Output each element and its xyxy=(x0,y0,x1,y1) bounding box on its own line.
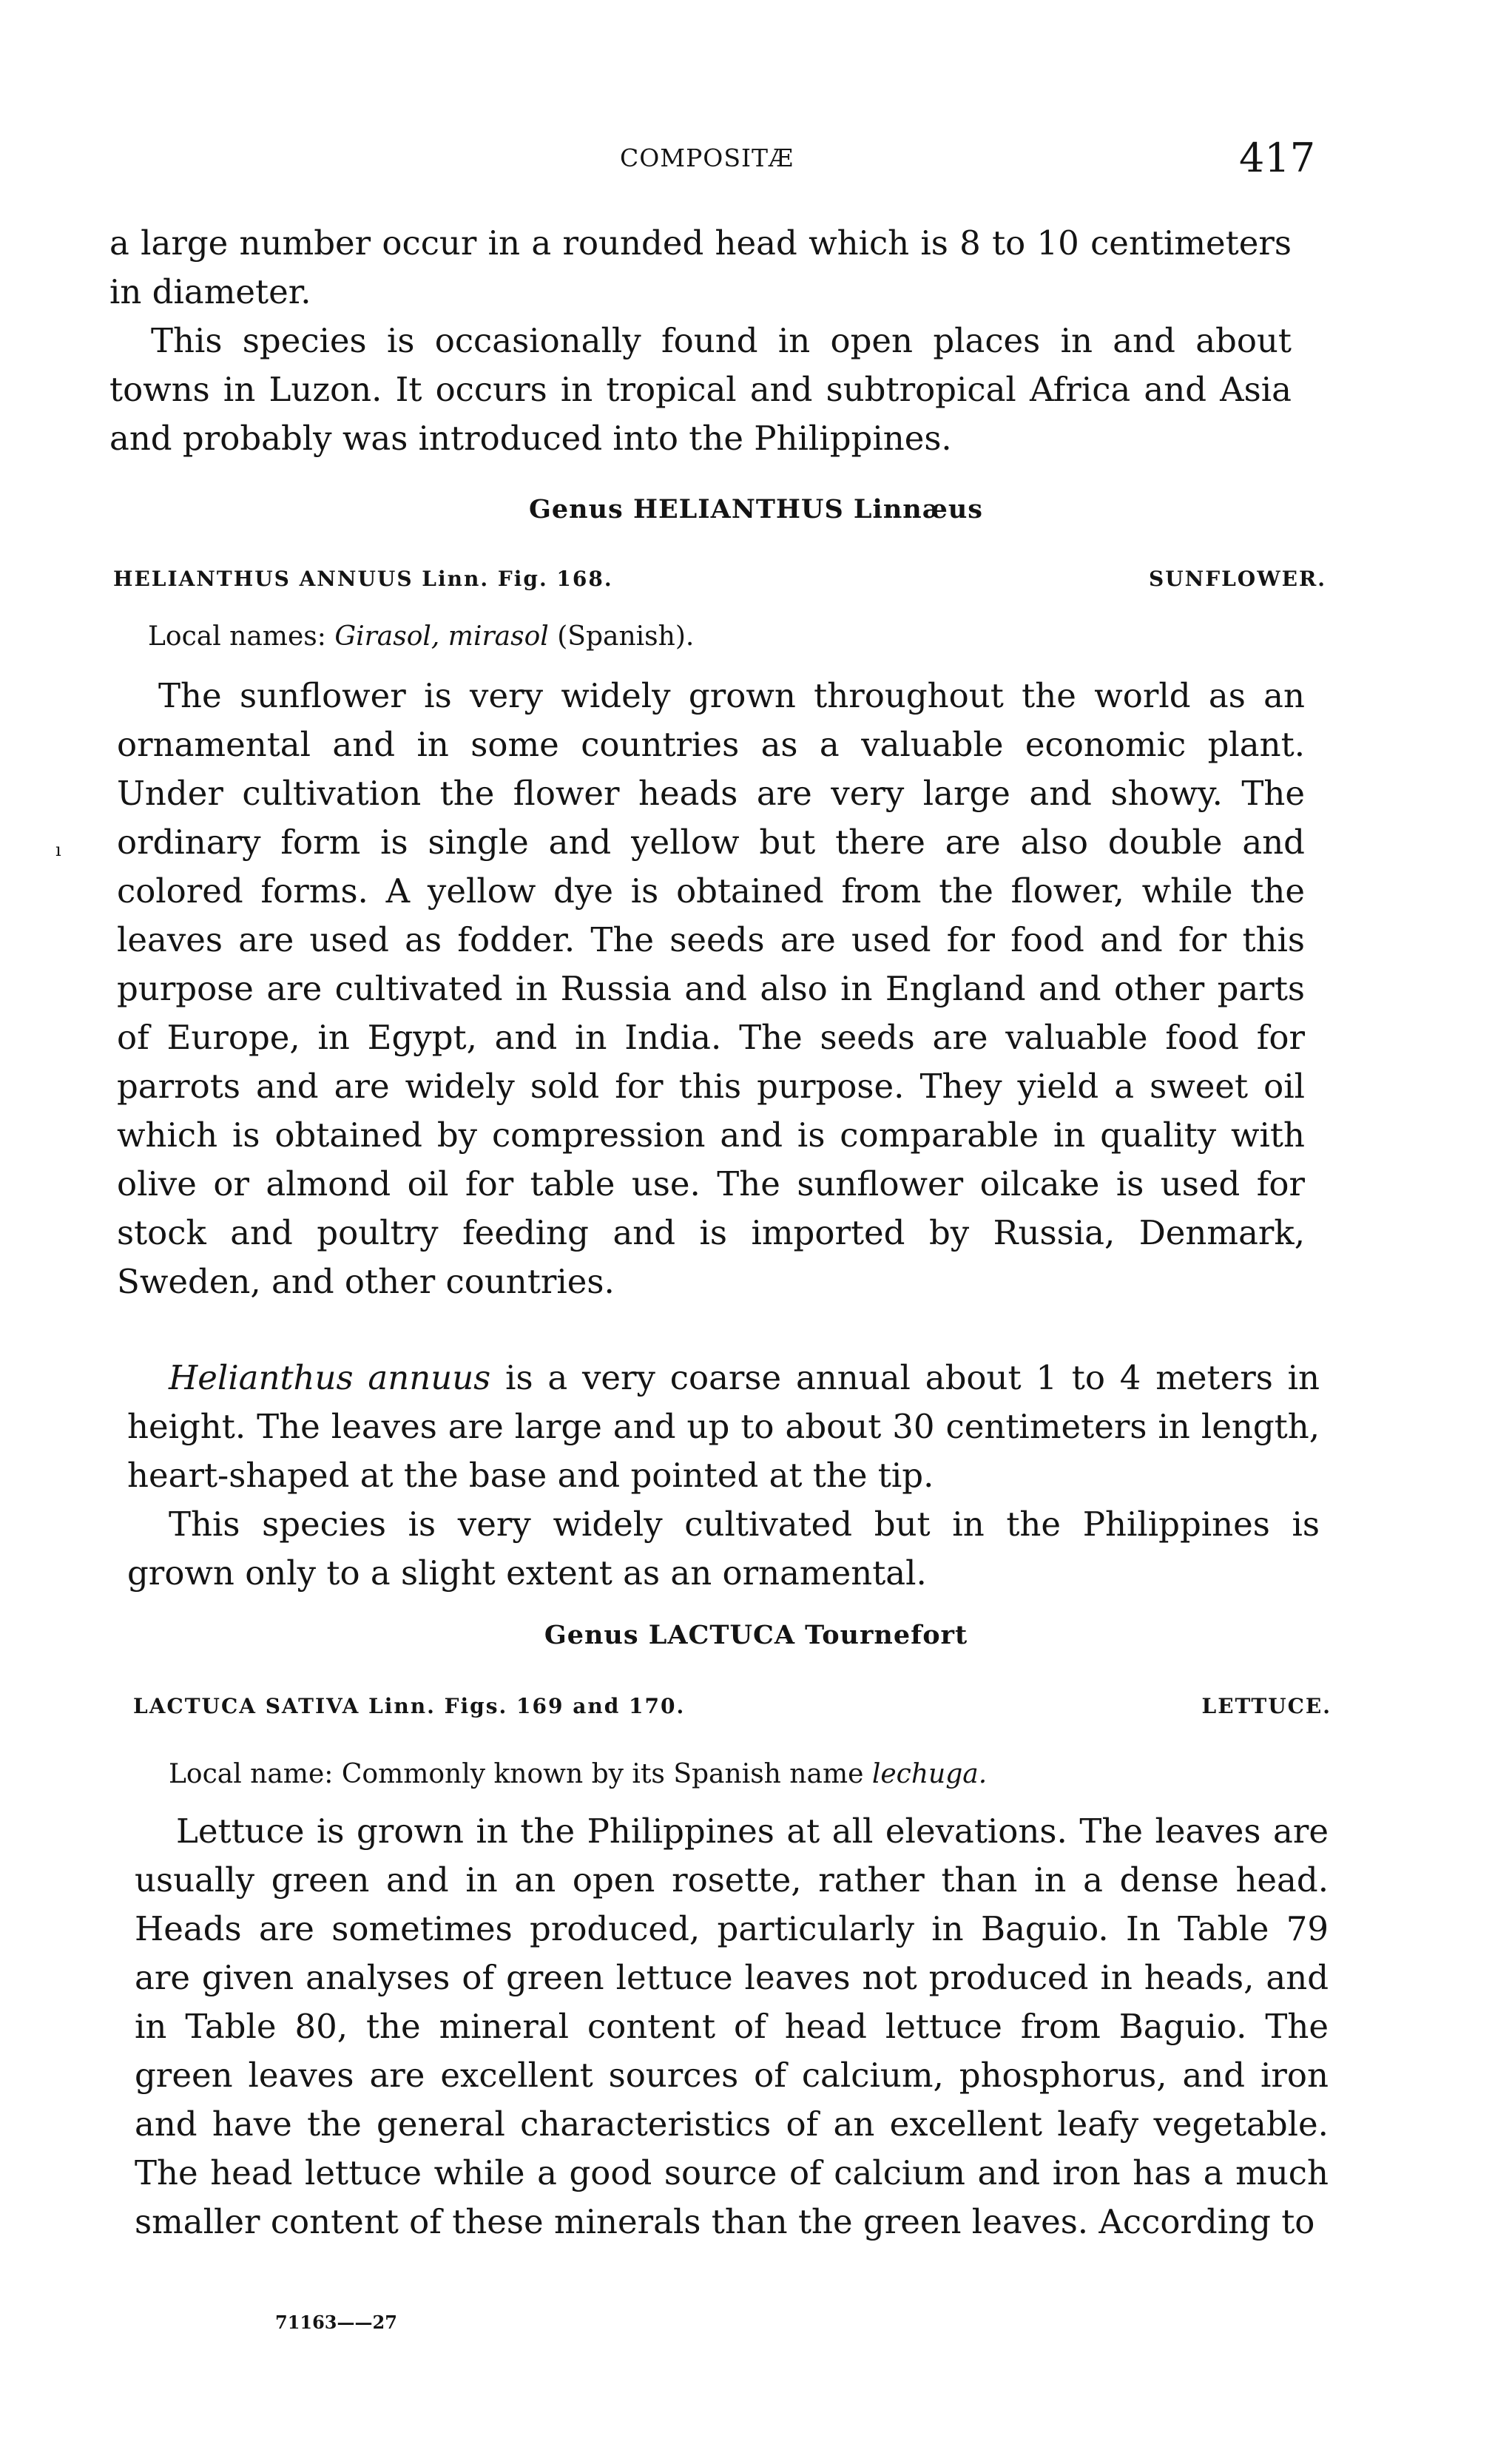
common-name: SUNFLOWER. xyxy=(1149,567,1326,591)
running-head xyxy=(0,135,1512,183)
genus-authority: Linnæus xyxy=(853,494,984,524)
local-names-language: (Spanish). xyxy=(557,621,695,652)
local-name-value: lechuga. xyxy=(871,1759,988,1789)
section-title: COMPOSITÆ xyxy=(620,144,794,172)
local-names-helianthus xyxy=(148,621,694,652)
margin-mark: ı xyxy=(55,840,61,860)
genus-heading-helianthus xyxy=(0,494,1512,524)
local-names-values: Girasol, mirasol xyxy=(334,621,549,652)
species-name: LACTUCA SATIVA xyxy=(133,1694,360,1718)
genus-name: HELIANTHUS xyxy=(632,494,844,524)
local-name-text: Commonly known by its Spanish name xyxy=(341,1759,864,1789)
paragraph-intro-continued: a large number occur in a rounded head which is 8 to 10 centimeters in diameter. xyxy=(109,223,1292,311)
genus-name: LACTUCA xyxy=(648,1620,795,1650)
paragraph-sunflower-description xyxy=(127,1354,1320,1500)
local-name-lactuca xyxy=(169,1759,987,1789)
genus-label: Genus xyxy=(544,1620,639,1650)
species-authority: Linn. xyxy=(422,567,490,591)
genus-authority: Tournefort xyxy=(805,1620,968,1650)
page-number: 417 xyxy=(1239,135,1316,181)
printer-signature: 71163——27 xyxy=(275,2312,397,2333)
description-text: is a very coarse annual about 1 to 4 meters in height. The leaves are large and up to about 30 centimeters in length, heart-shaped at the base and pointed at the tip. xyxy=(127,1358,1320,1495)
genus-heading-lactuca xyxy=(0,1620,1512,1650)
local-name-label: Local name: xyxy=(169,1759,334,1789)
paragraph-lettuce: Lettuce is grown in the Philippines at all elevations. The leaves are usually green and in an open rosette, rather than in a dense head. Heads are sometimes produced, particularly in Baguio. In Table 79 are given analyses of green lettuce leaves not produced in heads, and in Table 80, the mineral content of head lettuce from Baguio. The green leaves are excellent sources of calcium, phosphorus, and iron and have the general characteristics of an excellent leafy vegetable. The head lettuce while a good source of calcium and iron has a much smaller content of these minerals than the green leaves. According to xyxy=(135,1812,1329,2241)
figure-reference: Figs. 169 and 170. xyxy=(444,1694,686,1718)
common-name: LETTUCE. xyxy=(1201,1694,1332,1718)
paragraph-distribution: This species is occasionally found in open places in and about towns in Luzon. It occurs in tropical and subtropical Africa and Asia and probably was introduced into the Philippines. xyxy=(109,321,1292,458)
species-line-helianthus xyxy=(113,567,1326,591)
species-name: HELIANTHUS ANNUUS xyxy=(113,567,414,591)
local-names-label: Local names: xyxy=(148,621,326,652)
genus-label: Genus xyxy=(528,494,624,524)
species-line-lactuca xyxy=(133,1694,1332,1718)
species-italic: Helianthus annuus xyxy=(169,1358,491,1397)
paragraph-sunflower-uses: The sunflower is very widely grown throughout the world as an ornamental and in some countries as a valuable economic plant. Under cultivation the flower heads are very large and showy. The ordinary form is single and yellow but there are also double and colored forms. A yellow dye is obtained from the flower, while the leaves are used as fodder. The seeds are used for food and for this purpose are cultivated in Russia and also in England and other parts of Europe, in Egypt, and in India. The seeds are valuable food for parrots and are widely sold for this purpose. They yield a sweet oil which is obtained by compression and is comparable in quality with olive or almond oil for table use. The sunflower oilcake is used for stock and poultry feeding and is imported by Russia, Denmark, Sweden, and other countries. xyxy=(117,676,1305,1301)
paragraph-sunflower-cultivation: This species is very widely cultivated but in the Philippines is grown only to a slight extent as an ornamental. xyxy=(127,1505,1320,1593)
species-authority: Linn. xyxy=(368,1694,436,1718)
figure-reference: Fig. 168. xyxy=(497,567,613,591)
